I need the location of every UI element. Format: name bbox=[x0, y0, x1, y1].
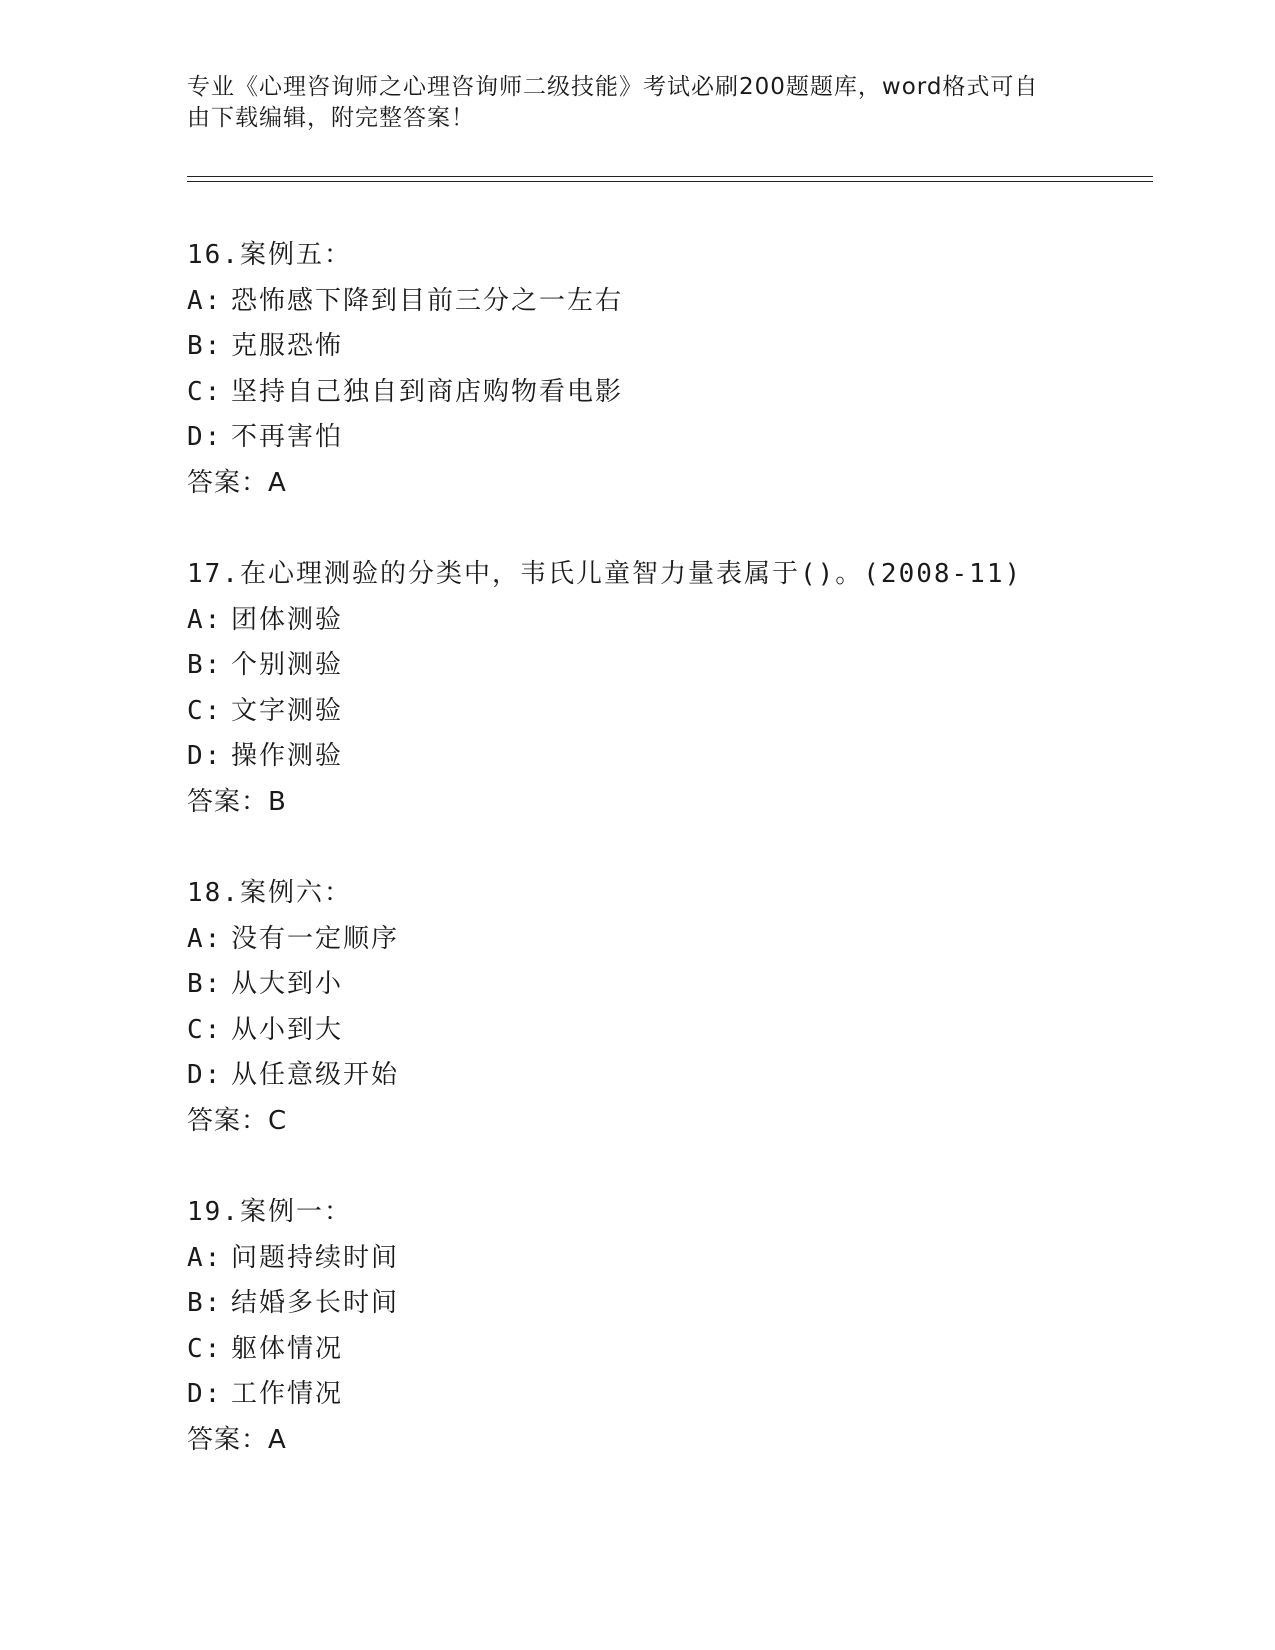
option-letter: A: bbox=[187, 285, 223, 316]
answer-line: 答案：C bbox=[187, 1105, 288, 1136]
option-text: 从任意级开始 bbox=[231, 1060, 400, 1090]
header-intro-line-2: 由下载编辑，附完整答案！ bbox=[187, 105, 475, 131]
option-d bbox=[187, 1053, 1147, 1099]
option-letter: C: bbox=[187, 695, 223, 726]
option-letter: D: bbox=[187, 741, 223, 771]
option-letter: C: bbox=[187, 1014, 223, 1045]
option-text: 恐怖感下降到目前三分之一左右 bbox=[231, 285, 624, 316]
option-text: 问题持续时间 bbox=[231, 1242, 400, 1273]
option-text: 团体测验 bbox=[231, 604, 344, 635]
option-letter: D: bbox=[187, 1060, 223, 1090]
header-intro-line-1: 专业《心理咨询师之心理咨询师二级技能》考试必刷200题题库，word格式可自 bbox=[187, 74, 1039, 100]
question-19 bbox=[187, 1190, 1147, 1463]
option-text: 躯体情况 bbox=[231, 1333, 344, 1364]
answer-line: 答案：A bbox=[187, 467, 287, 498]
question-stem: 17.在心理测验的分类中，韦氏儿童智力量表属于()。(2008-11) bbox=[187, 559, 1023, 589]
option-letter: D: bbox=[187, 1379, 223, 1409]
option-b bbox=[187, 324, 1147, 370]
answer-line: 答案：B bbox=[187, 786, 287, 817]
option-letter: A: bbox=[187, 604, 223, 635]
option-a bbox=[187, 917, 1147, 963]
header-divider-top bbox=[187, 176, 1153, 177]
option-letter: B: bbox=[187, 1288, 223, 1318]
option-b bbox=[187, 643, 1147, 689]
option-b bbox=[187, 962, 1147, 1008]
option-letter: B: bbox=[187, 331, 223, 361]
option-c bbox=[187, 1327, 1147, 1373]
question-stem: 18.案例六： bbox=[187, 878, 352, 908]
option-d bbox=[187, 1372, 1147, 1418]
option-c bbox=[187, 689, 1147, 735]
option-d bbox=[187, 415, 1147, 461]
option-text: 从大到小 bbox=[231, 969, 344, 999]
option-text: 个别测验 bbox=[231, 650, 344, 680]
option-b bbox=[187, 1281, 1147, 1327]
option-c bbox=[187, 1008, 1147, 1054]
option-letter: B: bbox=[187, 650, 223, 680]
option-text: 不再害怕 bbox=[231, 422, 344, 452]
question-16 bbox=[187, 233, 1147, 506]
option-letter: C: bbox=[187, 1333, 223, 1364]
option-text: 操作测验 bbox=[231, 741, 344, 771]
option-letter: A: bbox=[187, 1242, 223, 1273]
option-letter: C: bbox=[187, 376, 223, 407]
option-text: 工作情况 bbox=[231, 1379, 344, 1409]
option-text: 没有一定顺序 bbox=[231, 923, 400, 954]
option-text: 文字测验 bbox=[231, 695, 344, 726]
question-stem: 16.案例五： bbox=[187, 240, 352, 270]
document-header bbox=[187, 72, 1067, 134]
option-text: 坚持自己独自到商店购物看电影 bbox=[231, 376, 624, 407]
question-18 bbox=[187, 871, 1147, 1144]
question-stem: 19.案例一： bbox=[187, 1197, 352, 1227]
option-text: 克服恐怖 bbox=[231, 331, 344, 361]
option-a bbox=[187, 598, 1147, 644]
option-letter: D: bbox=[187, 422, 223, 452]
answer-line: 答案：A bbox=[187, 1424, 287, 1455]
option-text: 结婚多长时间 bbox=[231, 1288, 400, 1318]
question-list bbox=[187, 233, 1147, 1509]
option-text: 从小到大 bbox=[231, 1014, 344, 1045]
option-d bbox=[187, 734, 1147, 780]
question-17 bbox=[187, 552, 1147, 825]
option-c bbox=[187, 370, 1147, 416]
option-a bbox=[187, 1236, 1147, 1282]
option-letter: B: bbox=[187, 969, 223, 999]
option-a bbox=[187, 279, 1147, 325]
option-letter: A: bbox=[187, 923, 223, 954]
header-divider-bottom bbox=[187, 181, 1153, 182]
